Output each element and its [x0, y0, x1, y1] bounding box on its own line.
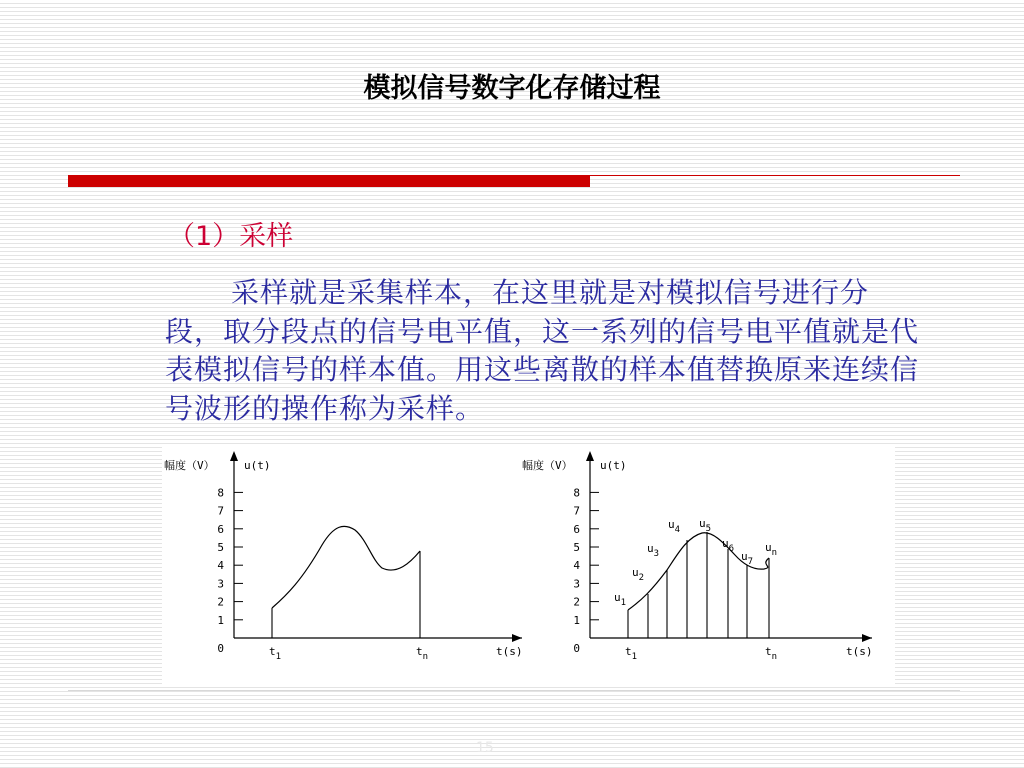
right-chart-sample-label-0-base: u: [614, 591, 621, 604]
page-number: 15: [476, 740, 494, 756]
left-chart-x-arrow: [512, 634, 522, 642]
right-chart-y-arrow: [586, 451, 594, 461]
right-chart-tick-label-3: 3: [573, 577, 580, 591]
slide-title: 模拟信号数字化存储过程: [363, 73, 661, 104]
left-chart-tick-label-0: 0: [217, 642, 224, 655]
right-chart-t1-label: [625, 645, 637, 662]
right-chart-tick-label-0: 0: [573, 642, 580, 655]
right-chart-sample-label-4-sub: 5: [705, 524, 712, 534]
right-chart-tn-label-base: t: [765, 645, 772, 658]
right-chart-sample-label-7-base: u: [765, 541, 772, 554]
right-chart-tn-label: [765, 645, 777, 662]
right-chart-sample-label-2: [647, 542, 659, 559]
left-chart-t1-label: [269, 645, 281, 662]
right-chart-sample-label-5: [722, 537, 734, 554]
left-chart-tick-label-4: 4: [217, 559, 224, 573]
right-chart-sample-label-3-sub: 4: [674, 525, 681, 535]
right-chart-sample-label-6-sub: 7: [747, 557, 754, 567]
right-chart-sample-label-0-sub: 1: [620, 598, 627, 608]
title-accent-line: [590, 175, 960, 176]
left-chart-tn-label: [416, 645, 428, 662]
left-chart-tick-label-7: 7: [217, 504, 224, 518]
sampling-figure-svg: [162, 445, 895, 685]
right-chart-sample-label-6-base: u: [741, 550, 748, 563]
left-chart-y-arrow: [230, 451, 238, 461]
right-chart-y-label: 幅度（V）: [522, 459, 573, 472]
left-chart-tick-label-2: 2: [217, 595, 224, 609]
left-chart-tn-label-base: t: [416, 645, 423, 658]
right-chart-sample-label-5-sub: 6: [728, 544, 735, 554]
right-chart-y-symbol: u(t): [600, 459, 627, 472]
right-chart-sample-label-4: [699, 517, 711, 534]
right-chart-sample-label-2-base: u: [647, 542, 654, 555]
right-chart-tick-label-7: 7: [573, 504, 580, 518]
right-chart-tick-label-8: 8: [573, 486, 580, 500]
right-chart-sample-label-1-base: u: [632, 566, 639, 579]
left-chart-tick-label-5: 5: [217, 541, 224, 554]
left-chart-x-label: t(s): [496, 645, 523, 658]
left-chart-tn-label-sub: n: [422, 652, 429, 662]
right-chart-tn-label-sub: n: [771, 652, 778, 662]
left-chart-t1-label-sub: 1: [275, 652, 282, 662]
right-chart-sample-label-7: [765, 541, 777, 558]
left-chart-t1-label-base: t: [269, 645, 276, 658]
right-chart-sample-label-2-sub: 3: [653, 549, 660, 559]
right-chart-tick-label-1: 1: [573, 613, 580, 627]
sampling-figure: [162, 445, 895, 685]
left-chart-signal-curve: [272, 526, 420, 608]
left-chart-tick-label-6: 6: [217, 522, 224, 536]
left-chart-tick-label-8: 8: [217, 486, 224, 500]
left-chart-y-label: 幅度（V）: [164, 459, 215, 472]
right-chart-tick-label-4: 4: [573, 559, 580, 573]
title-accent-bar: [68, 175, 590, 187]
right-chart-sample-label-0: [614, 591, 626, 608]
right-chart-sample-label-1-sub: 2: [638, 573, 645, 583]
right-chart-tick-label-5: 5: [573, 541, 580, 554]
body-paragraph: 采样就是采集样本，在这里就是对模拟信号进行分段，取分段点的信号电平值，这一系列的信号电平值就是代表模拟信号的样本值。用这些离散的样本值替换原来连续信号波形的操作称为采样。: [165, 276, 920, 425]
left-chart-y-symbol: u(t): [244, 459, 271, 472]
right-chart-sample-label-4-base: u: [699, 517, 706, 530]
right-chart-sample-label-3: [668, 518, 680, 535]
right-chart-tick-label-6: 6: [573, 522, 580, 536]
right-chart-t1-label-sub: 1: [631, 652, 638, 662]
left-chart-tick-label-1: 1: [217, 613, 224, 627]
right-chart-x-label: t(s): [846, 645, 873, 658]
right-chart-t1-label-base: t: [625, 645, 632, 658]
right-chart-sample-label-5-base: u: [722, 537, 729, 550]
footer-divider: [68, 690, 960, 691]
right-chart-tick-label-2: 2: [573, 595, 580, 609]
right-chart-sample-label-3-base: u: [668, 518, 675, 531]
right-chart-sample-label-1: [632, 566, 644, 583]
section-heading: （1）采样: [168, 221, 294, 252]
right-chart-sample-label-6: [741, 550, 753, 567]
right-chart-sample-label-7-sub: n: [771, 548, 778, 558]
left-chart-tick-label-3: 3: [217, 577, 224, 591]
right-chart-x-arrow: [862, 634, 872, 642]
